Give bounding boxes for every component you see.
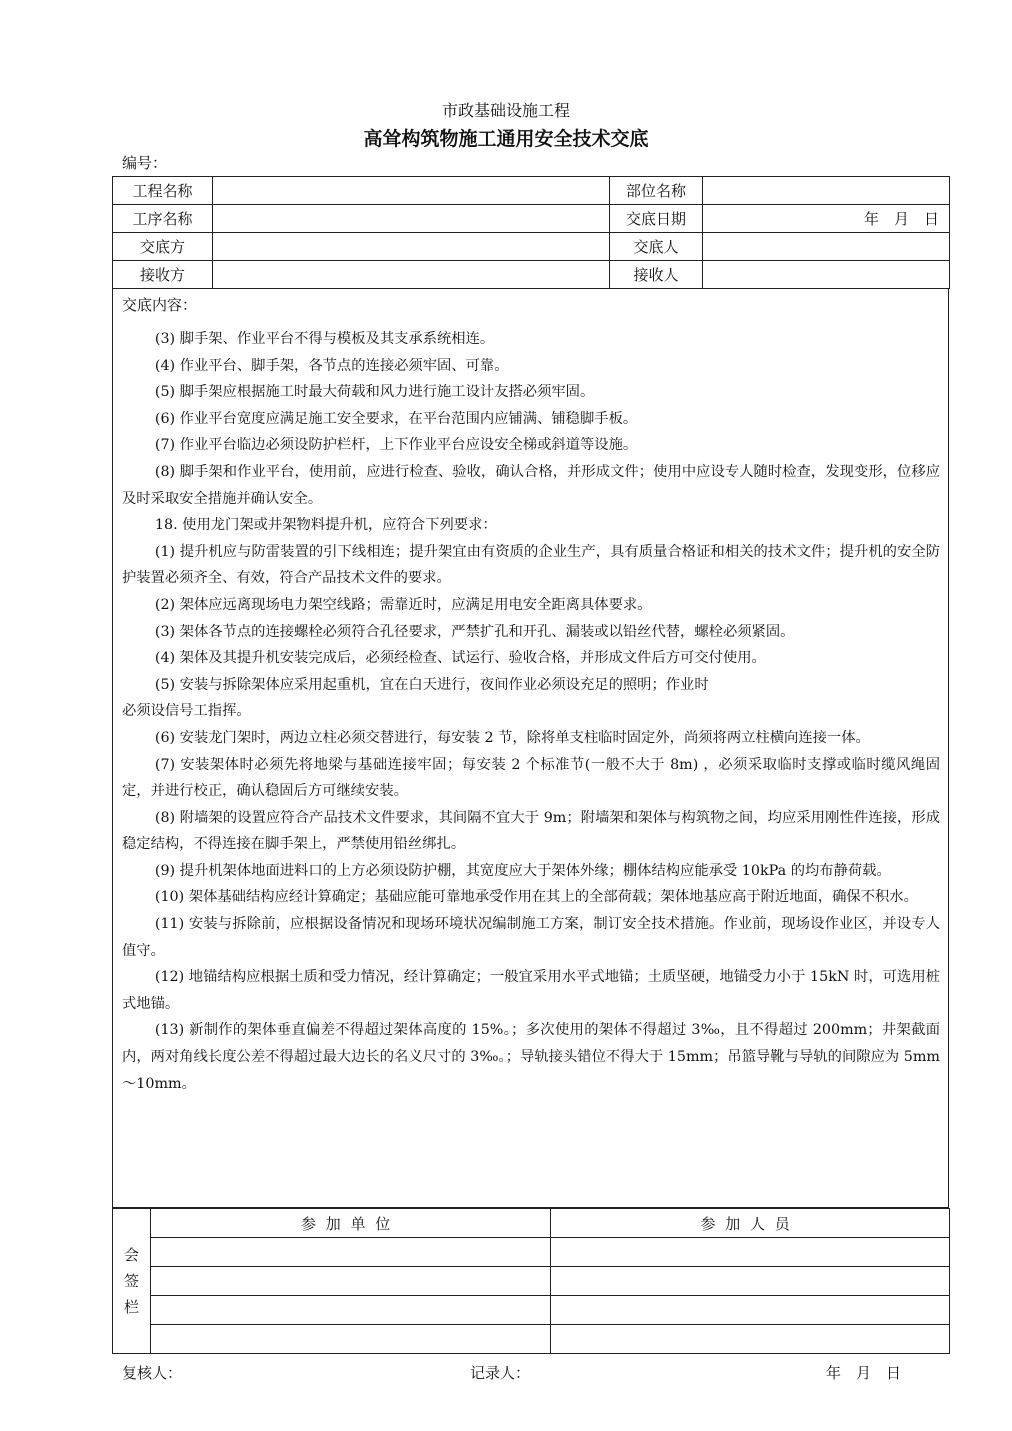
briefing-paragraph: (7) 安装架体时必须先将地梁与基础连接牢固；每安装 2 个标准节(一般不大于 8m) ，必须采取临时支撑或临时缆风绳固定，并进行校正，确认稳固后方可继续安装。 [122,756,940,800]
briefing-paragraph: (8) 脚手架和作业平台，使用前，应进行检查、验收，确认合格，并形成文件；使用中应设专人随时检查，发现变形，位移应及时采取安全措施并确认安全。 [122,463,940,507]
briefing-paragraph: (7) 作业平台临边必须设防护栏杆，上下作业平台应设安全梯或斜道等设施。 [154,437,638,454]
briefing-paragraphs [122,326,940,1097]
briefing-paragraph: (3) 架体各节点的连接螺栓必须符合孔径要求，严禁扩孔和开孔、漏装或以铅丝代替，螺栓必须紧固。 [154,623,795,640]
briefing-person-field[interactable] [703,233,950,261]
signoff-table [112,1208,950,1354]
briefing-paragraph: 必须设信号工指挥。 [122,703,251,720]
info-row [113,205,950,233]
briefing-paragraph: (9) 提升机架体地面进料口的上方必须设防护棚，其宽度应大于架体外缘；棚体结构应能承受 10kPa 的均布静荷载。 [154,862,891,879]
receiver-label: 接收人 [610,261,703,289]
signoff-side-text: 会 签 栏 [123,1246,139,1316]
briefing-paragraph: (5) 安装与拆除架体应采用起重机，宜在白天进行，夜间作业必须设充足的照明；作业时 [154,676,709,693]
signoff-side-label [113,1209,151,1354]
info-row [113,233,950,261]
receiving-party-field[interactable] [213,261,610,289]
info-row [113,261,950,289]
briefing-person-label: 交底人 [610,233,703,261]
participating-unit-cell[interactable] [151,1267,551,1296]
participating-unit-cell[interactable] [151,1296,551,1325]
document-subtitle: 市政基础设施工程 [441,101,570,120]
briefing-paragraph: (12) 地锚结构应根据土质和受力情况，经计算确定；一般宜采用水平式地锚；土质坚硬，地锚受力小于 15kN 时，可选用桩式地锚。 [122,969,940,1012]
participating-unit-header: 参加单位 [151,1209,551,1238]
receiver-field[interactable] [703,261,950,289]
briefing-content-label: 交底内容： [122,296,198,314]
briefing-paragraph: (4) 作业平台、脚手架，各节点的连接必须牢固、可靠。 [154,357,509,374]
signoff-row [113,1325,950,1354]
participating-unit-cell[interactable] [151,1325,551,1354]
briefing-paragraph: (4) 架体及其提升机安装完成后，必须经检查、试运行、验收合格，并形成文件后方可交付使用。 [154,650,766,667]
briefing-party-label: 交底方 [113,233,213,261]
signoff-header-row [113,1209,950,1238]
briefing-date-label: 交底日期 [610,205,703,233]
section-name-field[interactable] [703,177,950,205]
signoff-row [113,1296,950,1325]
briefing-paragraph: (6) 作业平台宽度应满足施工安全要求，在平台范围内应铺满、铺稳脚手板。 [154,410,638,427]
signoff-row [113,1238,950,1267]
briefing-paragraph: (5) 脚手架应根据施工时最大荷载和风力进行施工设计友搭必须牢固。 [154,384,595,401]
participating-people-cell[interactable] [551,1238,950,1267]
briefing-paragraph: (6) 安装龙门架时，两边立柱必须交替进行，每安装 2 节，除将单支柱临时固定外，尚须将两立柱横向连接一体。 [154,729,870,746]
participating-unit-cell[interactable] [151,1238,551,1267]
project-name-field[interactable] [213,177,610,205]
participating-people-header: 参加人员 [551,1209,950,1238]
briefing-paragraph: (13) 新制作的架体垂直偏差不得超过架体高度的 15%。；多次使用的架体不得超过 3‰，且不得超过 200mm；井架截面内，两对角线长度公差不得超过最大边长的名义尺寸的 3‰。；导轨接头错位不得大于 15mm；吊篮导靴与导轨的间隙应为 5mm～10mm。 [122,1022,940,1092]
process-name-label: 工序名称 [113,205,213,233]
participating-people-cell[interactable] [551,1267,950,1296]
briefing-date-field[interactable]: 年 月 日 [703,205,950,233]
briefing-paragraph: 18. 使用龙门架或井架物料提升机，应符合下列要求： [154,517,497,534]
participating-people-cell[interactable] [551,1296,950,1325]
briefing-paragraph: (11) 安装与拆除前，应根据设备情况和现场环境状况编制施工方案，制订安全技术措施。作业前，现场设作业区，并设专人值守。 [122,916,940,959]
footer-date-label: 年 月 日 [826,1364,902,1382]
briefing-paragraph: (1) 提升机应与防雷装置的引下线相连；提升架宜由有资质的企业生产，具有质量合格证和相关的技术文件；提升机的安全防护装置必须齐全、有效，符合产品技术文件的要求。 [122,543,940,587]
briefing-paragraph: (3) 脚手架、作业平台不得与模板及其支承系统相连。 [154,331,495,347]
signoff-row [113,1267,950,1296]
serial-number-label: 编号： [122,154,168,172]
document-title: 高耸构筑物施工通用安全技术交底 [363,128,649,150]
briefing-party-field[interactable] [213,233,610,261]
recorder-label: 记录人： [470,1364,531,1382]
info-row [113,177,950,205]
process-name-field[interactable] [213,205,610,233]
receiving-party-label: 接收方 [113,261,213,289]
section-name-label: 部位名称 [610,177,703,205]
reviewer-label: 复核人： [122,1364,183,1382]
participating-people-cell[interactable] [551,1325,950,1354]
briefing-paragraph: (10) 架体基础结构应经计算确定；基础应能可靠地承受作用在其上的全部荷载；架体地基应高于附近地面，确保不积水。 [154,889,918,906]
briefing-content-box [112,289,949,1208]
briefing-paragraph: (8) 附墙架的设置应符合产品技术文件要求，其间隔不宜大于 9m；附墙架和架体与构筑物之间，均应采用刚性件连接，形成稳定结构，不得连接在脚手架上，严禁使用铅丝绑扎。 [122,809,940,853]
briefing-paragraph: (2) 架体应远离现场电力架空线路；需靠近时，应满足用电安全距离具体要求。 [154,596,652,613]
info-table [112,176,950,289]
project-name-label: 工程名称 [113,177,213,205]
